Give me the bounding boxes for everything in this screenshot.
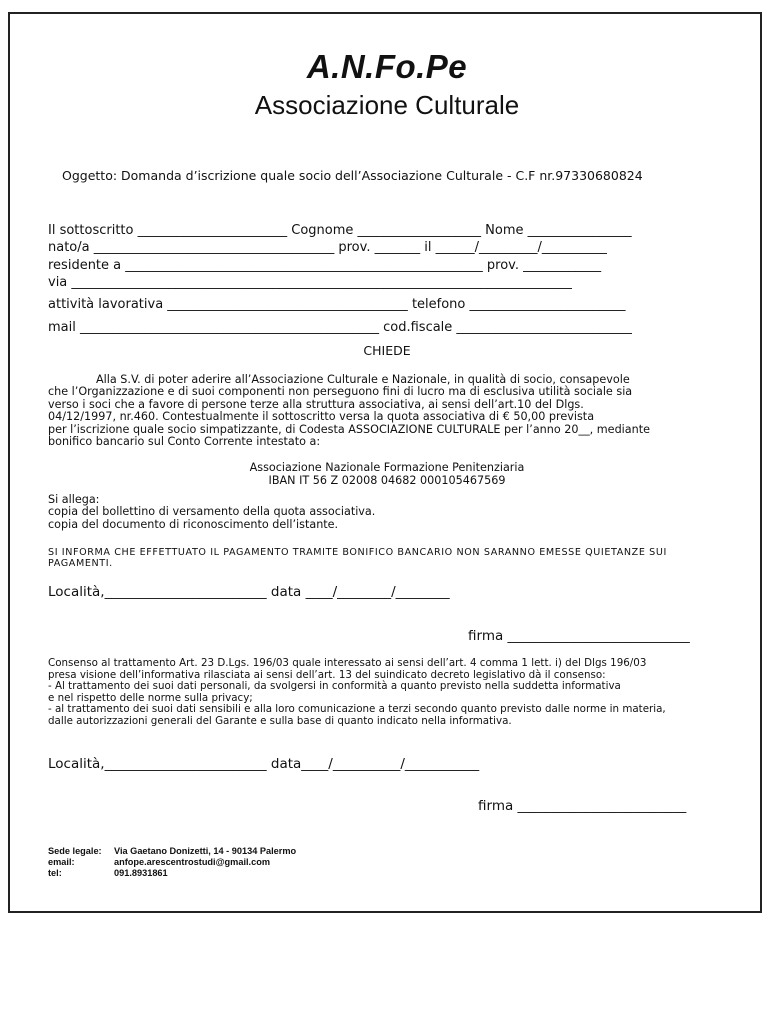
request-paragraph	[48, 374, 712, 448]
email-value: anfope.arescentrostudi@gmail.com	[114, 857, 270, 867]
email-label: email:	[48, 857, 75, 867]
paragraph-line: che l’Organizzazione e di suoi componenti non perseguono fini di lucro ma di esclusiva utilità sociale sia	[48, 385, 633, 399]
paragraph-line: bonifico bancario sul Conto Corrente intestato a:	[48, 435, 321, 449]
signature-line-1: firma ___________________________	[468, 628, 690, 644]
field-line-name: Il sottoscritto _______________________ Cognome ___________________ Nome ________________	[48, 223, 632, 238]
field-line-residence: residente a _______________________________________________________ prov. ____________	[48, 258, 602, 273]
consent-line: - Al trattamento dei suoi dati personali, da svolgersi in conformità a quanto previsto nella suddetta informativa	[48, 680, 621, 693]
bank-iban: IBAN IT 56 Z 02008 04682 000105467569	[268, 473, 506, 487]
paragraph-line: 04/12/1997, nr.460. Contestualmente il sottoscritto versa la quota associativa di € 50,00 prevista	[48, 410, 595, 424]
consent-line: presa visione dell’informativa rilasciata ai sensi dell’art. 13 del suindicato decreto legislativo dà il consenso:	[48, 668, 606, 681]
paragraph-line: per l’iscrizione quale socio simpatizzante, di Codesta ASSOCIAZIONE CULTURALE per l’anno 20__, mediante	[48, 422, 650, 436]
consent-line: dalle autorizzazioni generali del Garante e sulla base di quanto indicato nella informativa.	[48, 714, 512, 727]
bank-name: Associazione Nazionale Formazione Penitenziaria	[249, 461, 525, 474]
sede-label: Sede legale:	[48, 846, 102, 856]
consent-line: Consenso al trattamento Art. 23 D.Lgs. 196/03 quale interessato ai sensi dell’art. 4 comma 1 lett. i) del Dlgs 196/03	[48, 657, 647, 669]
attachment-item: copia del bollettino di versamento della quota associativa.	[48, 505, 376, 519]
document-frame	[8, 12, 762, 913]
tel-label: tel:	[48, 868, 62, 878]
footer-contacts	[48, 846, 296, 879]
consent-line: e nel rispetto delle norme sulla privacy;	[48, 691, 253, 704]
signature-line-2: firma _________________________	[478, 798, 687, 814]
footer-sede	[48, 846, 296, 857]
field-line-birth: nato/a _____________________________________ prov. _______ il ______/_________/__________	[48, 240, 607, 255]
tel-value: 091.8931861	[114, 868, 168, 878]
consent-line: - al trattamento dei suoi dati sensibili e alla loro comunicazione a terzi secondo quanto previsto dalle norme in materia,	[48, 703, 666, 716]
bank-details	[10, 462, 764, 487]
sede-value: Via Gaetano Donizetti, 14 - 90134 Palermo	[114, 846, 297, 856]
paragraph-line: verso i soci che a favore di persone terze alla struttura associativa, ai sensi dell’art.10 del Dlgs.	[48, 397, 584, 411]
subject-line: Oggetto: Domanda d’iscrizione quale socio dell’Associazione Culturale - C.F nr.97330680824	[62, 168, 643, 183]
attachment-item: copia del documento di riconoscimento dell’istante.	[48, 517, 339, 531]
payment-notice: SI INFORMA CHE EFFETTUATO IL PAGAMENTO TRAMITE BONIFICO BANCARIO NON SARANNO EMESSE QUIETANZE SUI PAGAMENTI.	[48, 547, 667, 569]
field-line-job-phone: attività lavorativa _____________________________________ telefono ________________________	[48, 297, 626, 312]
field-line-street: via _____________________________________________________________________________	[48, 275, 572, 290]
attachments	[48, 494, 375, 531]
footer-email	[48, 857, 296, 868]
chiede-heading: CHIEDE	[363, 343, 411, 358]
consent-paragraph	[48, 658, 712, 728]
location-date-line-1: Località,________________________ data ____/________/________	[48, 584, 450, 600]
org-subtitle: Associazione Culturale	[254, 90, 520, 120]
org-title: A.N.Fo.Pe	[306, 48, 468, 85]
paragraph-line: Alla S.V. di poter aderire all’Associazione Culturale e Nazionale, in qualità di socio, consapevole	[96, 373, 630, 386]
attachments-heading: Si allega:	[48, 493, 100, 506]
footer-tel	[48, 868, 296, 879]
location-date-line-2: Località,________________________ data____/__________/___________	[48, 756, 480, 772]
field-line-mail-cf: mail ______________________________________________ cod.fiscale ___________________________	[48, 320, 632, 335]
